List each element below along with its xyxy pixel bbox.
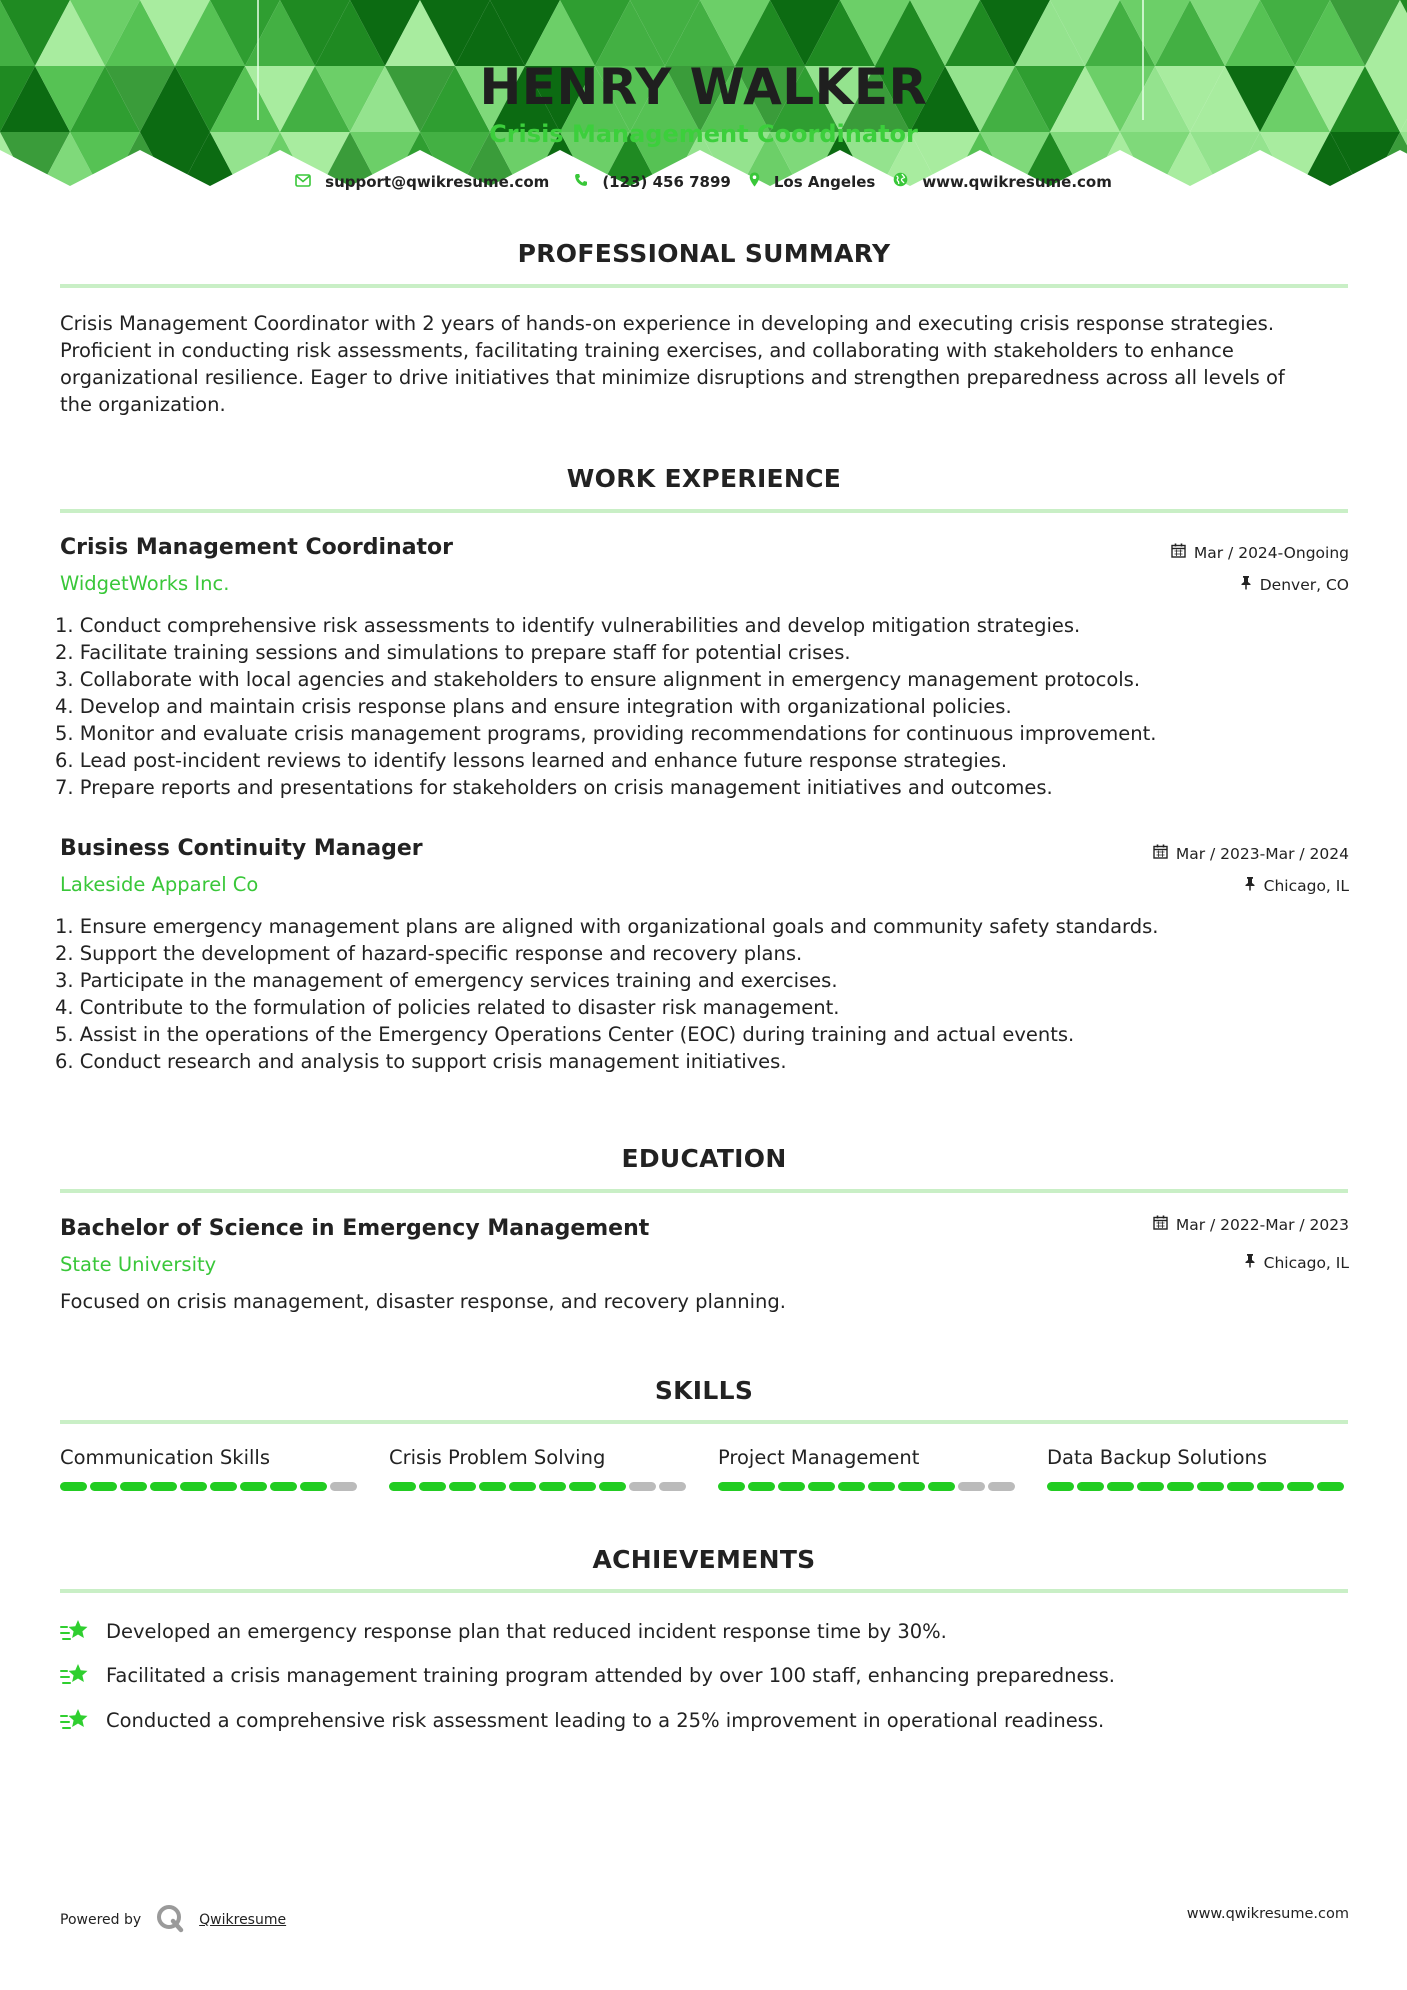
skills-list [60, 1446, 1350, 1491]
skill-level-segment [1077, 1482, 1104, 1491]
skill-level-segment [629, 1482, 656, 1491]
section-heading-summary: PROFESSIONAL SUMMARY [517, 239, 891, 268]
skill-level-segment [778, 1482, 805, 1491]
skill-level-segment [120, 1482, 147, 1491]
achievement-item [60, 1617, 1350, 1645]
list-item: 3. Collaborate with local agencies and stakeholders to ensure alignment in emergency management protocols. [55, 668, 1141, 691]
skill-level-segment [1047, 1482, 1074, 1491]
candidate-name: HENRY WALKER [479, 58, 928, 116]
shooting-star-icon [60, 1706, 92, 1734]
email-text: support@qwikresume.com [325, 172, 550, 191]
job-dates-text: Mar / 2024-Ongoing [1193, 543, 1349, 562]
skill-level-segment [300, 1482, 327, 1491]
company-name: Lakeside Apparel Co [60, 873, 259, 896]
skill-name: Data Backup Solutions [1047, 1446, 1268, 1469]
skill-level-segment [1287, 1482, 1314, 1491]
skill-level-segment [270, 1482, 297, 1491]
section-divider [60, 1420, 1348, 1424]
skill-level-segment [1227, 1482, 1254, 1491]
skill-level-segment [569, 1482, 596, 1491]
list-item: 2. Facilitate training sessions and simulations to prepare staff for potential crises. [55, 641, 851, 664]
job-location-text: Denver, CO [1259, 575, 1349, 594]
education-dates [1153, 1215, 1349, 1234]
skill-level-segment [479, 1482, 506, 1491]
list-item: 1. Ensure emergency management plans are aligned with organizational goals and community safety standards. [55, 915, 1159, 938]
contact-email[interactable] [295, 173, 549, 191]
list-item: 4. Contribute to the formulation of policies related to disaster risk management. [55, 996, 840, 1019]
pushpin-icon [1240, 575, 1252, 594]
education-description: Focused on crisis management, disaster response, and recovery planning. [60, 1290, 786, 1313]
skill-level-segment [180, 1482, 207, 1491]
pushpin-icon [1244, 1253, 1256, 1272]
shooting-star-icon [60, 1617, 92, 1645]
calendar-icon [1171, 543, 1186, 562]
globe-icon [893, 172, 908, 191]
skill-level-segment [748, 1482, 775, 1491]
education-location [1244, 1253, 1349, 1272]
powered-by-label: Powered by [60, 1912, 142, 1928]
contact-phone[interactable] [574, 173, 731, 191]
section-heading-achievements: ACHIEVEMENTS [592, 1545, 816, 1574]
skill-level-bar [389, 1482, 689, 1491]
skill-item [389, 1446, 689, 1491]
skill-level-segment [60, 1482, 87, 1491]
footer-website[interactable]: www.qwikresume.com [1186, 1906, 1349, 1922]
achievement-text: Conducted a comprehensive risk assessment leading to a 25% improvement in operational readiness. [106, 1708, 1105, 1732]
skill-item [1047, 1446, 1347, 1491]
job-dates [1171, 543, 1349, 562]
section-heading-experience: WORK EXPERIENCE [566, 464, 842, 493]
skill-level-segment [988, 1482, 1015, 1491]
skill-name: Communication Skills [60, 1446, 270, 1469]
skill-level-bar [60, 1482, 360, 1491]
job-title: Crisis Management Coordinator [60, 535, 454, 560]
skill-level-segment [659, 1482, 686, 1491]
skill-level-segment [1317, 1482, 1344, 1491]
list-item: 6. Lead post-incident reviews to identify lessons learned and enhance future response strategies. [55, 749, 1008, 772]
contact-bar [0, 172, 1407, 191]
skill-level-segment [928, 1482, 955, 1491]
section-heading-education: EDUCATION [621, 1144, 787, 1173]
phone-text: (123) 456 7899 [602, 172, 731, 191]
website-text: www.qwikresume.com [922, 172, 1112, 191]
qwikresume-logo-icon [155, 1903, 185, 1937]
shooting-star-icon [60, 1661, 92, 1689]
achievement-item [60, 1706, 1350, 1734]
skill-level-segment [838, 1482, 865, 1491]
skill-item [718, 1446, 1018, 1491]
school-name: State University [60, 1253, 217, 1276]
contact-website[interactable] [893, 172, 1112, 191]
summary-line: Crisis Management Coordinator with 2 years of hands-on experience in developing and executing crisis response strategies. [60, 312, 1275, 335]
pushpin-icon [1244, 876, 1256, 895]
list-item: 5. Assist in the operations of the Emergency Operations Center (EOC) during training and actual events. [55, 1023, 1075, 1046]
skill-level-segment [599, 1482, 626, 1491]
section-divider [60, 284, 1348, 288]
summary-line: the organization. [60, 393, 226, 416]
envelope-icon [295, 173, 311, 191]
achievement-text: Developed an emergency response plan that reduced incident response time by 30%. [106, 1619, 947, 1643]
skill-level-segment [898, 1482, 925, 1491]
job-title: Business Continuity Manager [60, 836, 423, 861]
list-item: 5. Monitor and evaluate crisis management programs, providing recommendations for continuous improvement. [55, 722, 1157, 745]
skill-level-segment [150, 1482, 177, 1491]
summary-line: organizational resilience. Eager to drive initiatives that minimize disruptions and strengthen preparedness across all levels of [60, 366, 1285, 389]
summary-text [60, 310, 1350, 418]
list-item: 4. Develop and maintain crisis response plans and ensure integration with organizational policies. [55, 695, 1012, 718]
contact-location [749, 172, 875, 191]
list-item: 1. Conduct comprehensive risk assessments to identify vulnerabilities and develop mitigation strategies. [55, 614, 1081, 637]
skill-level-bar [718, 1482, 1018, 1491]
skill-level-segment [419, 1482, 446, 1491]
section-divider [60, 1189, 1348, 1193]
education-location-text: Chicago, IL [1263, 1253, 1349, 1272]
skill-level-segment [210, 1482, 237, 1491]
skill-level-segment [868, 1482, 895, 1491]
list-item: 2. Support the development of hazard-specific response and recovery plans. [55, 942, 803, 965]
skill-level-segment [958, 1482, 985, 1491]
skill-level-segment [90, 1482, 117, 1491]
skill-level-segment [240, 1482, 267, 1491]
map-pin-icon [749, 172, 760, 191]
list-item: 6. Conduct research and analysis to support crisis management initiatives. [55, 1050, 787, 1073]
calendar-icon [1153, 1215, 1168, 1234]
list-item: 3. Participate in the management of emergency services training and exercises. [55, 969, 838, 992]
candidate-title: Crisis Management Coordinator [489, 120, 918, 148]
job-location-text: Chicago, IL [1263, 876, 1349, 895]
skill-level-segment [539, 1482, 566, 1491]
skill-level-segment [718, 1482, 745, 1491]
job-dates [1153, 844, 1349, 863]
degree-title: Bachelor of Science in Emergency Management [60, 1216, 650, 1241]
job-duties-list [55, 913, 1345, 1075]
achievement-item [60, 1661, 1350, 1689]
skill-item [60, 1446, 360, 1491]
location-text: Los Angeles [773, 172, 876, 191]
skill-level-segment [808, 1482, 835, 1491]
skill-level-segment [1107, 1482, 1134, 1491]
footer-powered-by [60, 1903, 286, 1937]
education-dates-text: Mar / 2022-Mar / 2023 [1175, 1215, 1349, 1234]
skill-name: Project Management [718, 1446, 920, 1469]
job-location [1244, 876, 1349, 895]
company-name: WidgetWorks Inc. [60, 572, 230, 595]
phone-icon [574, 173, 588, 191]
achievement-text: Facilitated a crisis management training program attended by over 100 staff, enhancing preparedness. [106, 1663, 1115, 1687]
skill-level-segment [1137, 1482, 1164, 1491]
section-divider [60, 1589, 1348, 1593]
section-divider [60, 509, 1348, 513]
skill-level-bar [1047, 1482, 1347, 1491]
job-dates-text: Mar / 2023-Mar / 2024 [1175, 844, 1349, 863]
section-heading-skills: SKILLS [654, 1376, 754, 1405]
skill-level-segment [449, 1482, 476, 1491]
skill-name: Crisis Problem Solving [389, 1446, 606, 1469]
skill-level-segment [1197, 1482, 1224, 1491]
job-location [1240, 575, 1349, 594]
qwikresume-link[interactable]: Qwikresume [199, 1912, 287, 1928]
summary-line: Proficient in conducting risk assessments, facilitating training exercises, and collaborating with stakeholders to enhance [60, 339, 1234, 362]
skill-level-segment [1167, 1482, 1194, 1491]
job-duties-list [55, 612, 1345, 801]
skill-level-segment [330, 1482, 357, 1491]
skill-level-segment [389, 1482, 416, 1491]
list-item: 7. Prepare reports and presentations for stakeholders on crisis management initiatives and outcomes. [55, 776, 1053, 799]
skill-level-segment [1257, 1482, 1284, 1491]
calendar-icon [1153, 844, 1168, 863]
skill-level-segment [509, 1482, 536, 1491]
